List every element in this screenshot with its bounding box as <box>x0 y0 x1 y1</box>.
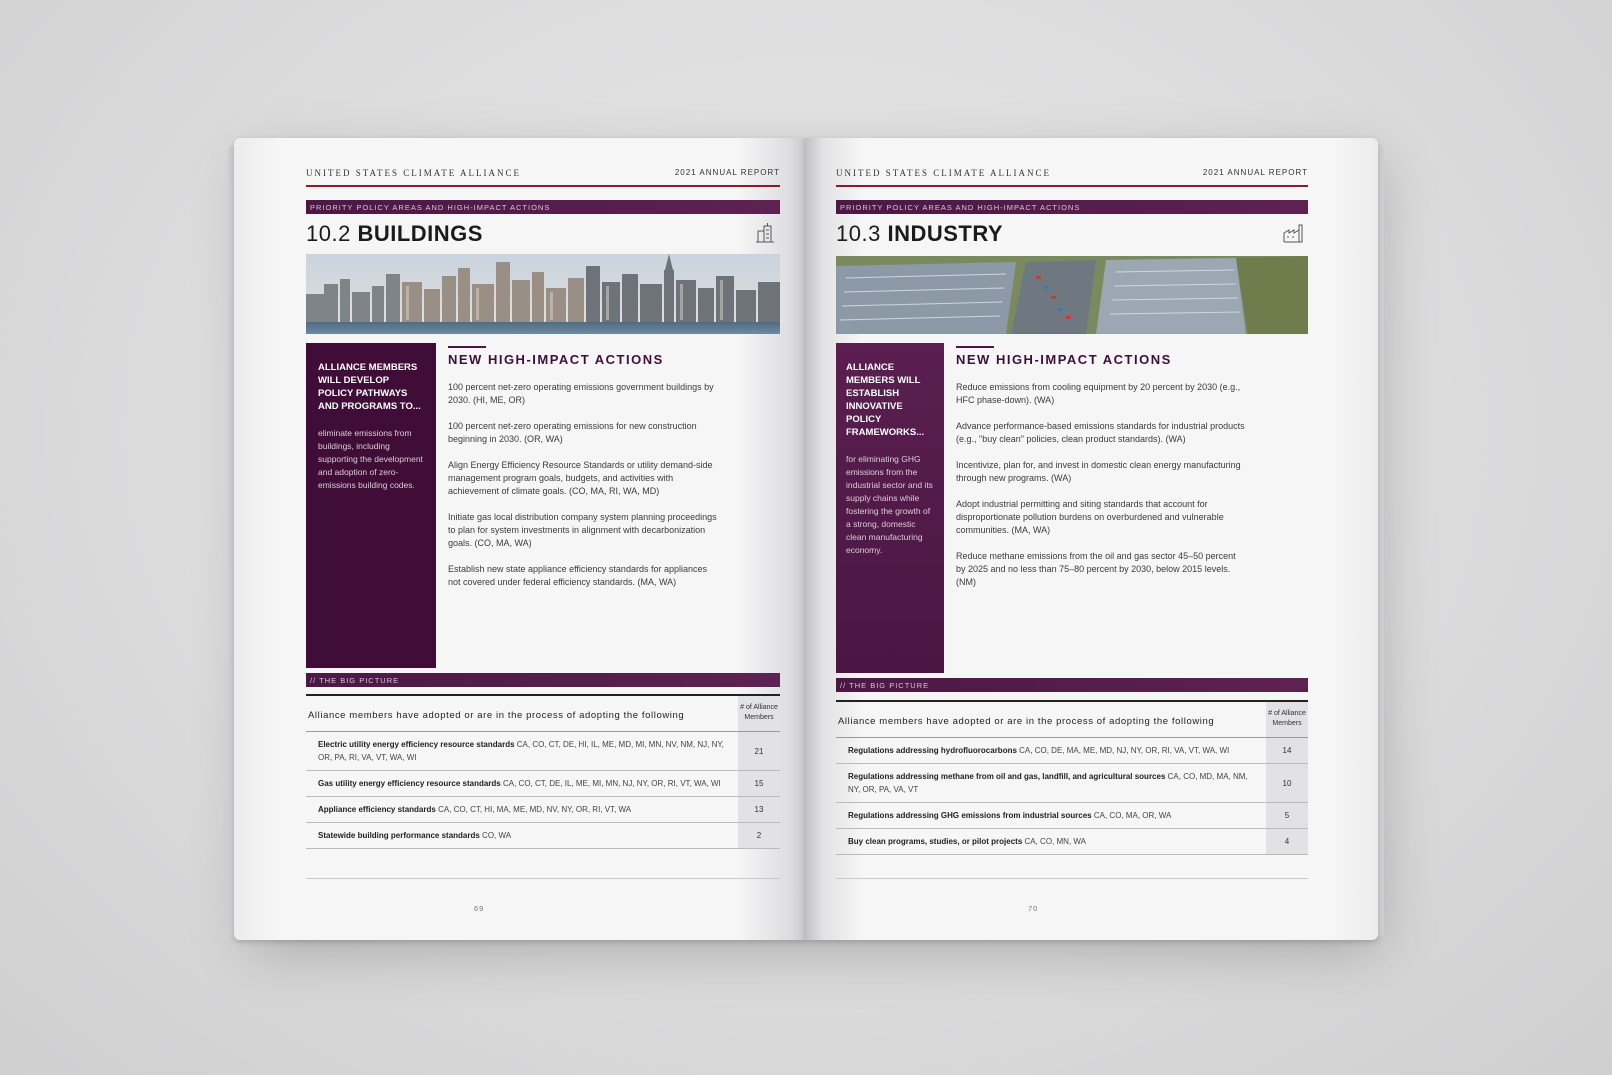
high-impact-actions <box>448 346 772 602</box>
row-states: CA, CO, MA, OR, WA <box>1093 811 1172 820</box>
sidebar-body: eliminate emissions from buildings, including supporting the development and adoption of zero-emissions building codes. <box>318 428 423 490</box>
action-item: 100 percent net-zero operating emissions for new construction beginning in 2030. (OR, WA) <box>448 421 697 444</box>
left-page-content <box>306 138 780 940</box>
sidebar-heading: ALLIANCE MEMBERS WILL DEVELOP POLICY PATHWAYS AND PROGRAMS TO... <box>318 362 421 412</box>
row-label: Appliance efficiency standards <box>318 805 436 814</box>
big-picture-band: // THE BIG PICTURE <box>306 673 780 687</box>
actions-heading: NEW HIGH-IMPACT ACTIONS <box>956 352 1172 367</box>
row-states: CA, CO, CT, HI, MA, ME, MD, NV, NY, OR, RI, VT, WA <box>438 805 632 814</box>
row-count: 15 <box>738 771 780 796</box>
row-states: CA, CO, MN, WA <box>1024 837 1086 846</box>
table-row <box>836 764 1308 803</box>
action-item: Initiate gas local distribution company system planning proceedings to plan for system investments in alignment with decarbonization goals. (CO, MA, WA) <box>448 512 717 548</box>
count-column-header: # of Alliance Members <box>738 696 780 731</box>
right-page-edge <box>1378 146 1384 936</box>
red-rule <box>306 185 780 187</box>
row-label: Statewide building performance standards <box>318 831 480 840</box>
running-head <box>306 168 780 184</box>
row-count: 5 <box>1266 803 1308 828</box>
adoption-table <box>836 700 1308 855</box>
section-name: BUILDINGS <box>357 221 483 246</box>
page-title <box>836 221 1003 247</box>
buildings-icon <box>754 222 776 244</box>
table-row <box>836 829 1308 855</box>
right-page <box>806 138 1378 940</box>
row-label: Electric utility energy efficiency resource standards <box>318 740 515 749</box>
row-count: 4 <box>1266 829 1308 854</box>
section-number: 10.3 <box>836 221 881 246</box>
row-count: 14 <box>1266 738 1308 763</box>
page-title <box>306 221 483 247</box>
right-page-content <box>836 138 1308 940</box>
action-item: 100 percent net-zero operating emissions government buildings by 2030. (HI, ME, OR) <box>448 382 714 405</box>
row-label: Gas utility energy efficiency resource standards <box>318 779 501 788</box>
action-item: Align Energy Efficiency Resource Standards or utility demand-side management program goals, budgets, and activities with achievement of climate goals. (CO, MA, RI, WA, MD) <box>448 460 713 496</box>
running-head-org: UNITED STATES CLIMATE ALLIANCE <box>306 168 522 178</box>
row-label: Regulations addressing methane from oil and gas, landfill, and agricultural sources <box>848 772 1166 781</box>
sidebar-heading: ALLIANCE MEMBERS WILL ESTABLISH INNOVATIVE POLICY FRAMEWORKS... <box>846 362 925 438</box>
big-picture-band: // THE BIG PICTURE <box>836 678 1308 692</box>
running-head-org: UNITED STATES CLIMATE ALLIANCE <box>836 168 1052 178</box>
action-item: Advance performance-based emissions standards for industrial products (e.g., "buy clean" policies, clean product standards). (WA) <box>956 421 1245 444</box>
sidebar-callout <box>306 343 436 668</box>
table-title: Alliance members have adopted or are in the process of adopting the following <box>308 710 685 721</box>
count-column-header: # of Alliance Members <box>1266 702 1308 737</box>
running-head-report: 2021 ANNUAL REPORT <box>1202 168 1308 177</box>
red-rule <box>836 185 1308 187</box>
row-label: Regulations addressing hydrofluorocarbons <box>848 746 1017 755</box>
table-title: Alliance members have adopted or are in the process of adopting the following <box>838 716 1215 727</box>
table-header <box>836 700 1308 738</box>
adoption-table <box>306 694 780 849</box>
action-item: Reduce emissions from cooling equipment by 20 percent by 2030 (e.g., HFC phase-down). (WA) <box>956 382 1241 405</box>
row-label: Buy clean programs, studies, or pilot projects <box>848 837 1023 846</box>
table-row <box>836 803 1308 829</box>
running-head-report: 2021 ANNUAL REPORT <box>674 168 780 177</box>
heading-accent <box>956 346 994 348</box>
heading-accent <box>448 346 486 348</box>
action-item: Establish new state appliance efficiency standards for appliances not covered under federal efficiency standards. (MA, WA) <box>448 564 707 587</box>
section-name: INDUSTRY <box>887 221 1004 246</box>
footer-rule <box>306 878 780 879</box>
table-row <box>306 823 780 849</box>
page-number: 69 <box>474 904 485 913</box>
row-states: CA, CO, DE, MA, ME, MD, NJ, NY, OR, RI, VA, VT, WA, WI <box>1019 746 1230 755</box>
row-states: CA, CO, CT, DE, HI, IL, ME, MD, MI, MN, NV, NM, NJ, NY, OR, PA, RI, VA, VT, WA, WI <box>318 740 724 762</box>
factory-icon <box>1282 222 1304 244</box>
section-band: PRIORITY POLICY AREAS AND HIGH-IMPACT ACTIONS <box>306 200 780 214</box>
row-count: 10 <box>1266 764 1308 802</box>
city-skyline-photo <box>306 254 780 334</box>
row-states: CA, CO, CT, DE, IL, ME, MI, MN, NJ, NY, OR, RI, VT, WA, WI <box>502 779 721 788</box>
row-label: Regulations addressing GHG emissions from industrial sources <box>848 811 1092 820</box>
high-impact-actions <box>956 346 1300 602</box>
action-item: Reduce methane emissions from the oil and gas sector 45–50 percent by 2025 and no less than 75–80 percent by 2030, below 2015 levels. (NM) <box>956 551 1236 587</box>
running-head <box>836 168 1308 184</box>
section-number: 10.2 <box>306 221 351 246</box>
footer-rule <box>836 878 1308 879</box>
table-header <box>306 694 780 732</box>
sidebar-callout <box>836 343 944 673</box>
section-band: PRIORITY POLICY AREAS AND HIGH-IMPACT ACTIONS <box>836 200 1308 214</box>
sidebar-body: for eliminating GHG emissions from the industrial sector and its supply chains while fostering the growth of a strong, domestic clean manufacturing economy. <box>846 454 933 555</box>
row-count: 13 <box>738 797 780 822</box>
actions-heading: NEW HIGH-IMPACT ACTIONS <box>448 352 664 367</box>
solar-rooftops-aerial-photo <box>836 256 1308 334</box>
row-count: 21 <box>738 732 780 770</box>
row-count: 2 <box>738 823 780 848</box>
left-page <box>234 138 806 940</box>
page-number: 70 <box>1028 904 1039 913</box>
table-row <box>306 797 780 823</box>
action-item: Incentivize, plan for, and invest in domestic clean energy manufacturing through new programs. (WA) <box>956 460 1241 483</box>
row-states: CO, WA <box>482 831 512 840</box>
table-row <box>836 738 1308 764</box>
table-row <box>306 732 780 771</box>
action-item: Adopt industrial permitting and siting standards that account for disproportionate pollution burdens on overburdened and vulnerable communities. (MA, WA) <box>956 499 1224 535</box>
row-states: CA, CO, MD, MA, NM, NY, OR, PA, VA, VT <box>848 772 1248 794</box>
table-row <box>306 771 780 797</box>
